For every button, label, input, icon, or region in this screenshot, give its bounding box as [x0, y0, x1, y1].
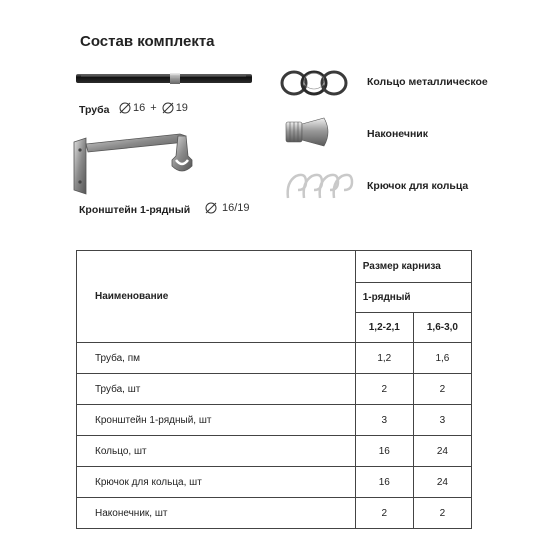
row-value-1: 1,2: [355, 343, 413, 374]
row-value-2: 1,6: [413, 343, 471, 374]
header-size-2: 1,6-3,0: [413, 313, 471, 343]
specification-table: [76, 250, 472, 529]
row-value-1: 16: [355, 467, 413, 498]
page-title: Состав комплекта: [80, 33, 215, 50]
pipe-diam-b: 19: [175, 102, 188, 114]
diameter-icon: [119, 102, 131, 114]
pipe-image: [76, 68, 254, 90]
diameter-icon: [162, 102, 174, 114]
row-name: Кронштейн 1-рядный, шт: [77, 405, 356, 436]
row-value-2: 24: [413, 436, 471, 467]
bracket-diam: 16/19: [222, 202, 250, 214]
diameter-icon: [205, 202, 217, 214]
pipe-diameters: [119, 102, 188, 114]
row-name: Крючок для кольца, шт: [77, 467, 356, 498]
row-value-1: 3: [355, 405, 413, 436]
bracket-label: Кронштейн 1-рядный: [79, 204, 191, 216]
header-row-type: 1-рядный: [355, 283, 471, 313]
finial-label: Наконечник: [367, 128, 429, 140]
row-value-1: 2: [355, 374, 413, 405]
bracket-diameter: [205, 202, 250, 214]
header-size: Размер карниза: [355, 251, 471, 283]
row-value-2: 24: [413, 467, 471, 498]
bracket-image: [68, 130, 204, 196]
hooks-image: [284, 168, 354, 202]
pipe-diam-a: 16: [133, 102, 146, 114]
ring-label: Кольцо металлическое: [367, 76, 488, 88]
pipe-plus: +: [150, 102, 157, 114]
table-row: [77, 467, 472, 498]
header-size-1: 1,2-2,1: [355, 313, 413, 343]
table-row: [77, 405, 472, 436]
table-row: [77, 436, 472, 467]
rings-image: [278, 68, 358, 98]
pipe-label: Труба: [79, 104, 110, 116]
row-name: Труба, пм: [77, 343, 356, 374]
table-row: [77, 374, 472, 405]
finial-image: [284, 114, 340, 150]
row-value-1: 16: [355, 436, 413, 467]
header-name: Наименование: [77, 251, 356, 343]
row-name: Труба, шт: [77, 374, 356, 405]
row-value-1: 2: [355, 498, 413, 529]
table-row: [77, 498, 472, 529]
row-value-2: 2: [413, 498, 471, 529]
row-value-2: 2: [413, 374, 471, 405]
row-name: Наконечник, шт: [77, 498, 356, 529]
row-value-2: 3: [413, 405, 471, 436]
row-name: Кольцо, шт: [77, 436, 356, 467]
hook-label: Крючок для кольца: [367, 180, 469, 192]
table-row: [77, 343, 472, 374]
